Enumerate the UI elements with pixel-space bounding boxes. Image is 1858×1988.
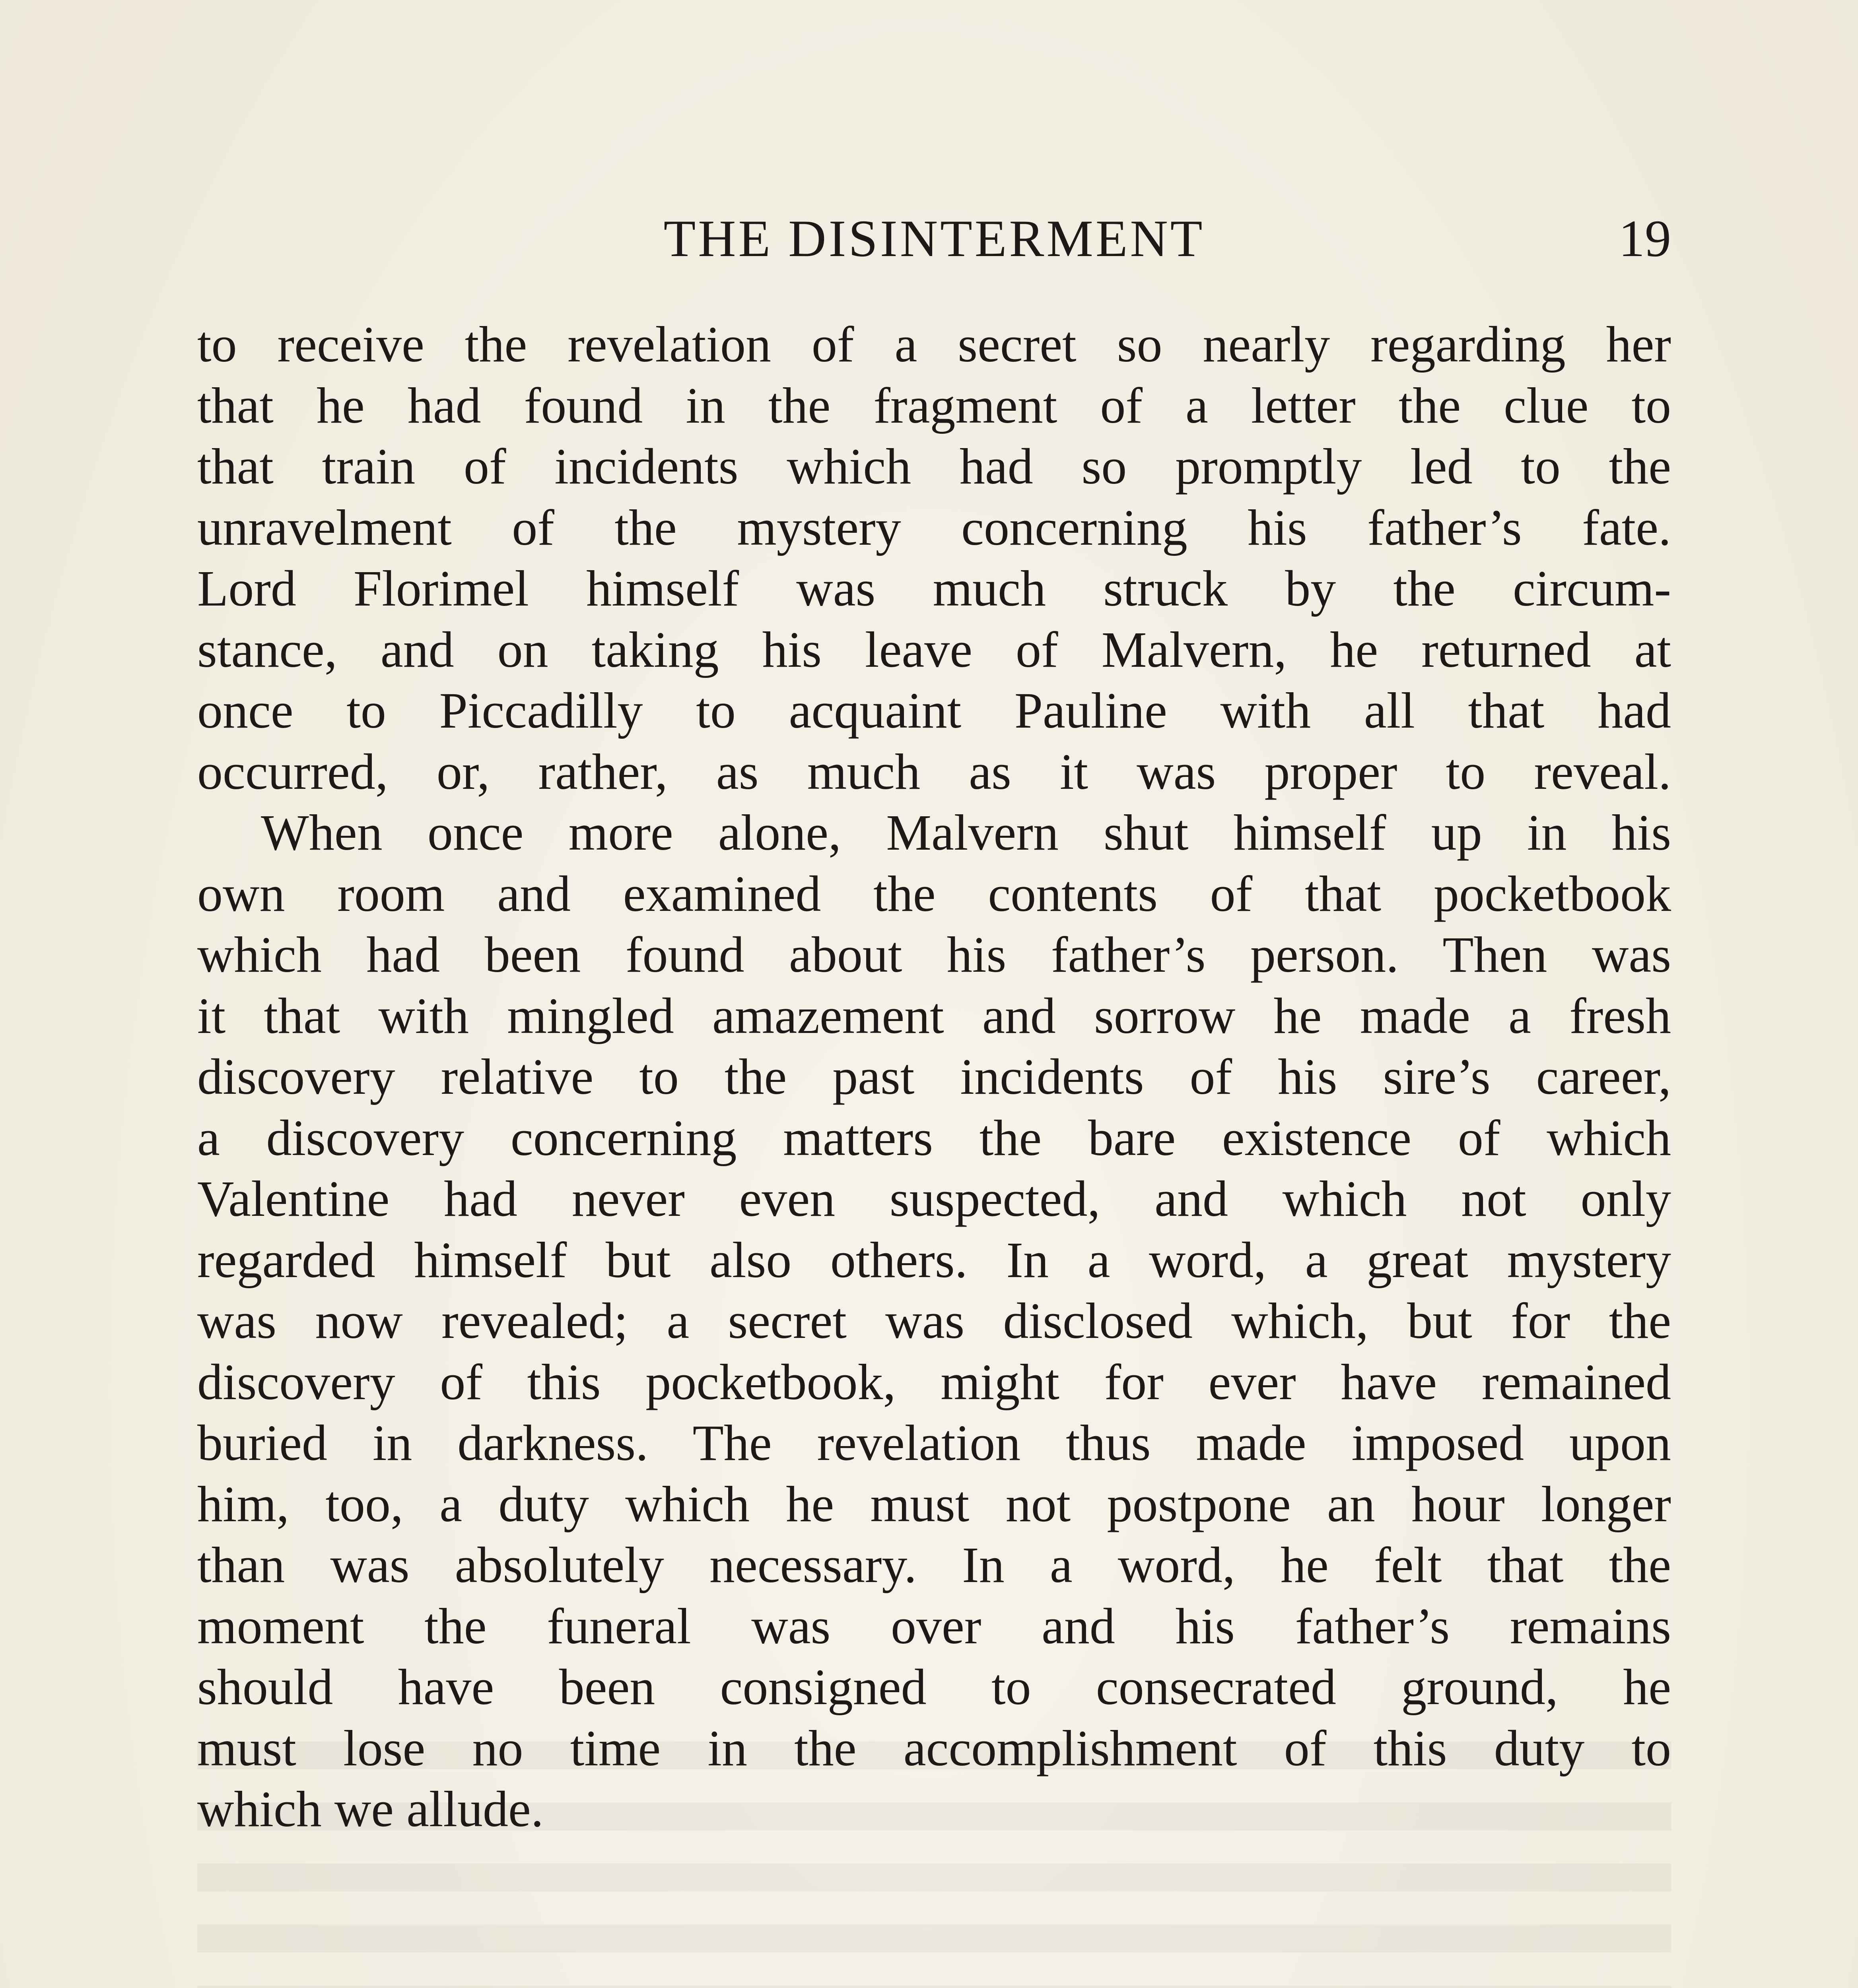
text-line: which had been found about his father’s person. Then was [197,926,1671,983]
page-header [197,199,1671,278]
text-line: a discovery concerning matters the bare existence of which [197,1109,1671,1166]
text-line: buried in darkness. The revelation thus made imposed upon [197,1415,1671,1471]
text-line: discovery relative to the past incidents of his sire’s career, [197,1048,1671,1105]
paragraph-2 [197,802,1671,1840]
text-line: When once more alone, Malvern shut himself up in his [261,804,1671,861]
text-line: once to Piccadilly to acquaint Pauline with all that had [197,682,1671,739]
text-line: that he had found in the fragment of a letter the clue to [197,377,1671,434]
text-line: stance, and on taking his leave of Malvern, he returned at [197,621,1671,678]
text-line: occurred, or, rather, as much as it was proper to reveal. [197,743,1671,800]
body-text [197,314,1671,1840]
text-line: was now revealed; a secret was disclosed which, but for the [197,1293,1671,1349]
text-line: it that with mingled amazement and sorrow he made a fresh [197,987,1671,1044]
text-line: than was absolutely necessary. In a word, he felt that the [197,1537,1671,1593]
page-number: 19 [1619,209,1671,268]
running-title: THE DISINTERMENT [663,209,1205,268]
text-line: moment the funeral was over and his father’s remains [197,1598,1671,1654]
text-line: must lose no time in the accomplishment of this duty to [197,1720,1671,1776]
text-line: regarded himself but also others. In a word, a great mystery [197,1231,1671,1288]
text-line: discovery of this pocketbook, might for ever have remained [197,1353,1671,1410]
paragraph-1 [197,314,1671,802]
text-line: own room and examined the contents of that pocketbook [197,865,1671,922]
text-line: him, too, a duty which he must not postpone an hour longer [197,1475,1671,1532]
text-line: Valentine had never even suspected, and which not only [197,1171,1671,1227]
text-line: to receive the revelation of a secret so nearly regarding her [197,316,1671,373]
text-line: that train of incidents which had so promptly led to the [197,438,1671,495]
text-line: which we allude. [197,1781,544,1837]
text-line: Lord Florimel himself was much struck by the circum- [197,560,1671,617]
text-line: unravelment of the mystery concerning his father’s fate. [197,499,1671,556]
text-line: should have been consigned to consecrated ground, he [197,1659,1671,1715]
show-through-texture [197,1741,1671,1988]
